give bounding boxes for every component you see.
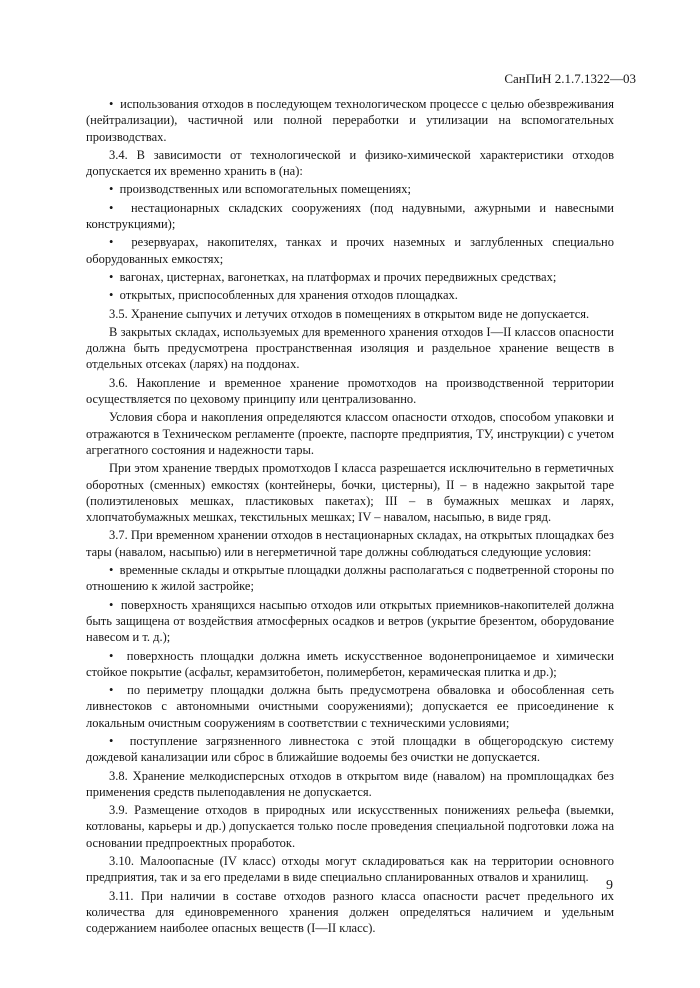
page-number: 9 bbox=[606, 878, 613, 893]
bullet-item: • резервуарах, накопителях, танках и прочих наземных и заглубленных специально оборудованных емкостях; bbox=[86, 234, 614, 267]
bullet-item: • вагонах, цистернах, вагонетках, на платформах и прочих передвижных средствах; bbox=[86, 269, 614, 285]
paragraph: 3.8. Хранение мелкодисперсных отходов в открытом виде (навалом) на промплощадках без применения средств пылеподавления не допускается. bbox=[86, 768, 614, 799]
paragraph: 3.11. При наличии в составе отходов разного класса опасности расчет предельного их количества для единовременного хранения должен определяться наличием и удельным содержанием наиболее опасных веществ (I—II класс). bbox=[86, 888, 614, 936]
paragraph: 3.9. Размещение отходов в природных или искусственных понижениях рельефа (выемки, котлованы, карьеры и др.) допускается только после проведения специальной подготовки ложа на основании предпроектных проработок. bbox=[86, 803, 614, 850]
paragraph: При этом хранение твердых промотходов I класса разрешается исключительно в герметичных оборотных (сменных) емкостях (контейнеры, бочки, цистерны), II – в надежно закрытой таре (полиэтиленовых мешках, пластиковых пакетах); III – в бумажных мешках и ларях, хлопчатобумажных мешках, текстильных мешках; IV – навалом, насыпью, в виде гряд. bbox=[86, 461, 614, 525]
paragraph: Условия сбора и накопления определяются классом опасности отходов, способом упаковки и отражаются в Техническом регламенте (проекте, паспорте предприятия, ТУ, инструкции) с учетом агрегатного состояния и надежности тары. bbox=[86, 410, 614, 457]
paragraph: 3.7. При временном хранении отходов в нестационарных складах, на открытых площадках без тары (навалом, насыпью) или в негерметичной таре должны соблюдаться следующие условия: bbox=[86, 528, 614, 559]
bullet-item: • поверхность площадки должна иметь искусственное водонепроницаемое и химически стойкое покрытие (асфальт, керамзитобетон, полимербетон, керамическая плитка и др.); bbox=[86, 648, 614, 681]
bullet-item: • поверхность хранящихся насыпью отходов или открытых приемников-накопителей должна быть защищена от воздействия атмосферных осадков и ветров (укрытие брезентом, оборудование навесом и т. д.); bbox=[86, 597, 614, 646]
bullet-item: • производственных или вспомогательных помещениях; bbox=[86, 181, 614, 197]
paragraph: 3.4. В зависимости от технологической и физико-химической характеристики отходов допускается их временно хранить в (на): bbox=[86, 147, 614, 179]
paragraph: 3.10. Малоопасные (IV класс) отходы могут складироваться как на территории основного предприятия, так и за его пределами в виде специально спланированных отвалов и хранилищ. bbox=[86, 854, 614, 885]
bullet-item: • открытых, приспособленных для хранения отходов площадках. bbox=[86, 287, 614, 303]
paragraph: В закрытых складах, используемых для временного хранения отходов I—II классов опасности должна быть предусмотрена пространственная изоляция и раздельное хранение веществ в отдельных отсеках (ларях) на поддонах. bbox=[86, 324, 614, 372]
bullet-item: • поступление загрязненного ливнестока с этой площадки в общегородскую систему дождевой канализации или сброс в ближайшие водоемы без очистки не допускается. bbox=[86, 733, 614, 766]
document-header: СанПиН 2.1.7.1322—03 bbox=[504, 71, 636, 86]
paragraph: 3.5. Хранение сыпучих и летучих отходов в помещениях в открытом виде не допускается. bbox=[109, 306, 590, 321]
bullet-item: • по периметру площадки должна быть предусмотрена обваловка и обособленная сеть ливнестоков с автономными очистными сооружениями); допускается ее присоединение к локальным очистным сооружениям в соответствии с техническими условиями; bbox=[86, 682, 614, 731]
document-body bbox=[86, 96, 614, 939]
bullet-item: • нестационарных складских сооружениях (под надувными, ажурными и навесными конструкциями); bbox=[86, 200, 614, 233]
bullet-item: • использования отходов в последующем технологическом процессе с целью обезвреживания (нейтрализации), частичной или полной переработки и утилизации на вспомогательных производствах. bbox=[86, 96, 614, 145]
paragraph: 3.6. Накопление и временное хранение промотходов на производственной территории осуществляется по цеховому принципу или централизованно. bbox=[86, 375, 614, 407]
bullet-item: • временные склады и открытые площадки должны располагаться с подветренной стороны по отношению к жилой застройке; bbox=[86, 562, 614, 595]
